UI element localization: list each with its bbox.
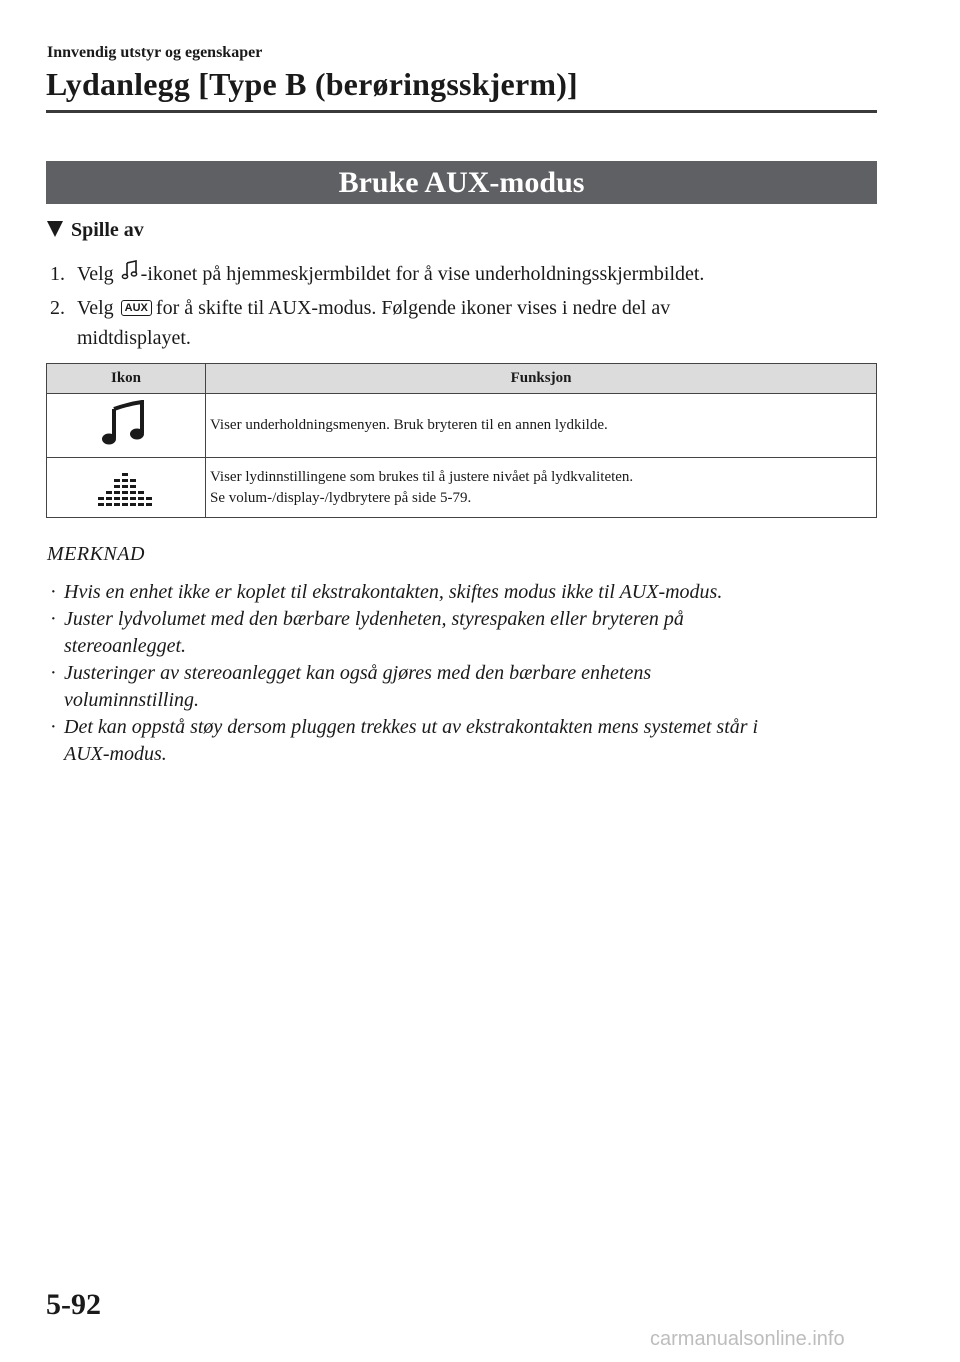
note-item: · Det kan oppstå støy dersom pluggen trekkes ut av ekstrakontakten mens systemet står i AUX-modus. (50, 714, 870, 768)
function-text: Se volum-/display-/lydbrytere på side 5-79. (210, 489, 472, 506)
table-cell-function (206, 394, 877, 458)
aux-button-icon: AUX (121, 300, 152, 316)
watermark: carmanualsonline.info (650, 1328, 845, 1350)
table-header-function: Funksjon (206, 364, 877, 394)
page-title: Lydanlegg [Type B (berøringsskjerm)] (46, 66, 578, 102)
triangle-bullet-icon (47, 221, 63, 237)
step-text-continuation: midtdisplayet. (77, 327, 191, 349)
table-header-row (47, 364, 877, 394)
note-text: Det kan oppstå støy dersom pluggen trekkes ut av ekstrakontakten mens systemet står i (64, 716, 759, 738)
table-cell-icon (47, 458, 206, 518)
step-number: 2. (50, 297, 65, 319)
function-text: Viser lydinnstillingene som brukes til å justere nivået på lydkvaliteten. (210, 468, 634, 485)
note-item: · Justeringer av stereoanlegget kan også gjøres med den bærbare enhetens voluminnstilling. (50, 660, 870, 714)
icon-function-table (46, 363, 877, 518)
step-text-after: for å skifte til AUX-modus. Følgende ikoner vises i nedre del av (155, 297, 671, 319)
note-text: Justeringer av stereoanlegget kan også gjøres med den bærbare enhetens (64, 662, 652, 684)
subheading (47, 219, 144, 242)
subheading-text: Spille av (71, 219, 144, 241)
note-item: · Hvis en enhet ikke er koplet til ekstrakontakten, skiftes modus ikke til AUX-modus. (50, 581, 723, 603)
note-text-cont: stereoanlegget. (64, 635, 187, 657)
step-number: 1. (50, 263, 65, 285)
section-banner: Bruke AUX-modus (46, 161, 877, 204)
table-row (47, 458, 877, 518)
music-note-icon (100, 434, 152, 450)
note-text: Hvis en enhet ikke er koplet til ekstrakontakten, skiftes modus ikke til AUX-modus. (64, 581, 723, 603)
equalizer-icon (98, 494, 154, 510)
note-text-cont: voluminnstilling. (64, 689, 199, 711)
function-text: Viser underholdningsmenyen. Bruk bryteren til en annen lydkilde. (210, 417, 608, 433)
note-heading: MERKNAD (47, 543, 145, 565)
step-text-before: Velg (77, 297, 114, 319)
note-text-cont: AUX-modus. (64, 743, 167, 765)
table-row (47, 394, 877, 458)
table-cell-icon (47, 394, 206, 458)
step-1 (50, 258, 870, 293)
note-item: · Juster lydvolumet med den bærbare lydenheten, styrespaken eller bryteren på stereoanlegget. (50, 606, 870, 660)
music-note-icon (119, 258, 141, 293)
note-text: Juster lydvolumet med den bærbare lydenheten, styrespaken eller bryteren på (64, 608, 684, 630)
title-divider (46, 110, 877, 113)
step-text-after: -ikonet på hjemmeskjermbildet for å vise underholdningsskjermbildet. (140, 263, 705, 285)
chapter-label: Innvendig utstyr og egenskaper (47, 44, 263, 61)
page-number: 5-92 (46, 1288, 101, 1321)
table-header-icon: Ikon (47, 364, 206, 394)
step-text-before: Velg (77, 263, 114, 285)
step-2 (50, 293, 870, 353)
table-cell-function (206, 458, 877, 518)
